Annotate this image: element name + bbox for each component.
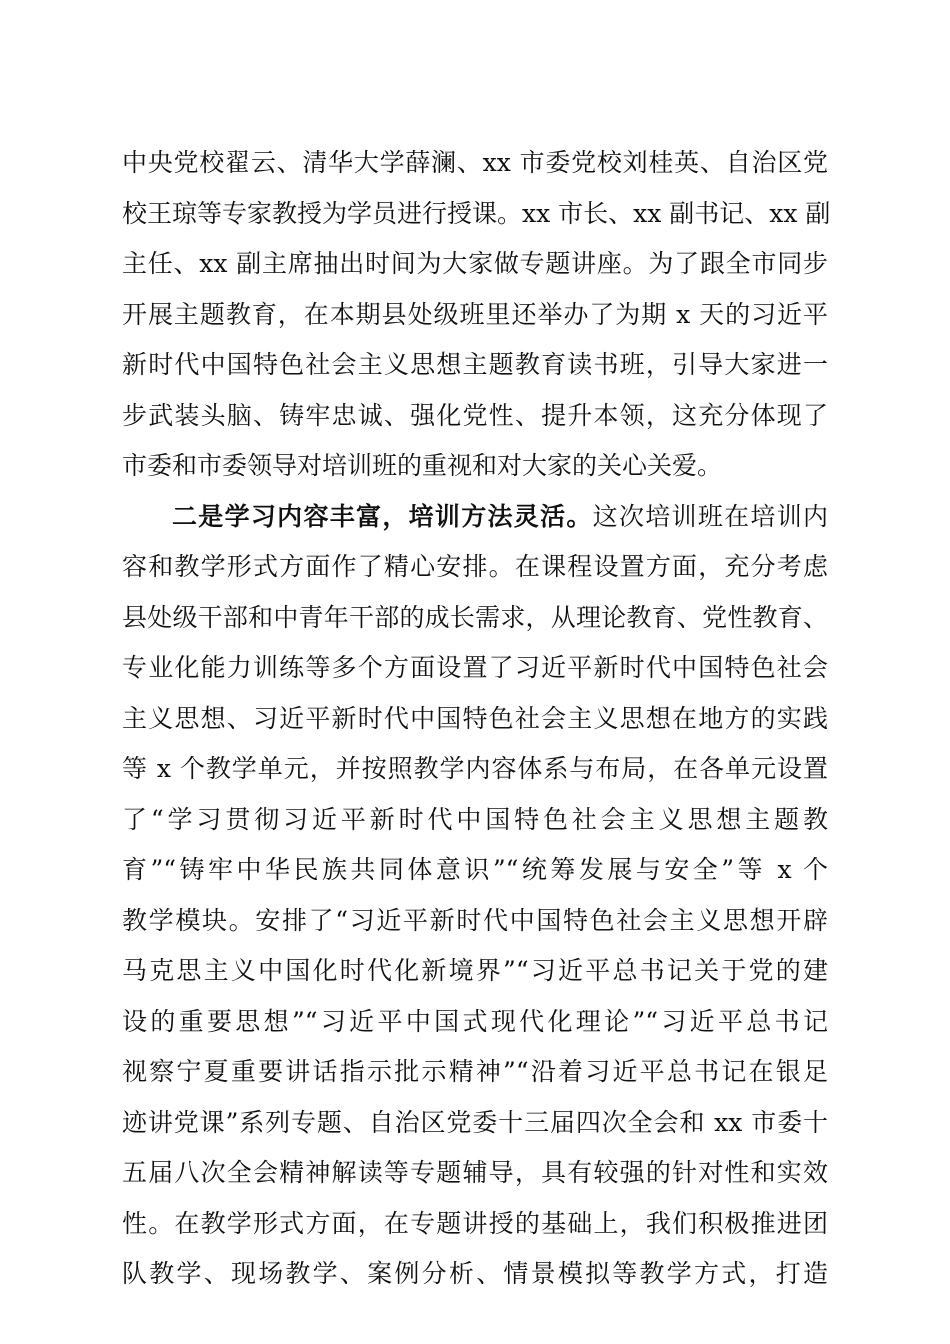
text-line: 主任、xx 副主席抽出时间为大家做专题讲座。为了跟全市同步 <box>122 249 828 278</box>
paragraph-1 <box>122 138 831 492</box>
text-line: 主义思想、习近平新时代中国特色社会主义思想在地方的实践 <box>122 703 828 733</box>
text-line: 迹讲党课”系列专题、自治区党委十三届四次全会和 xx 市委十 <box>122 1107 828 1137</box>
text-line-rest: 这次培训班在培训内 <box>592 501 828 531</box>
text-line-first <box>122 492 828 543</box>
text-line: 视察宁夏重要讲话指示批示精神”“沿着习近平总书记在银足 <box>122 1057 828 1086</box>
text-line: 设的重要思想”“习近平中国式现代化理论”“习近平总书记 <box>122 1006 828 1036</box>
text-line: 开展主题教育，在本期县处级班里还举办了为期 x 天的习近平 <box>122 299 828 329</box>
text-line: 教学模块。安排了“习近平新时代中国特色社会主义思想开辟 <box>122 905 828 935</box>
text-line: 市委和市委领导对培训班的重视和对大家的关心关爱。 <box>122 451 723 480</box>
text-line: 性。在教学形式方面，在专题讲授的基础上，我们积极推进团 <box>122 1208 828 1238</box>
text-line: 队教学、现场教学、案例分析、情景模拟等教学方式，打造 <box>122 1259 828 1288</box>
text-line: 专业化能力训练等多个方面设置了习近平新时代中国特色社会 <box>122 653 828 682</box>
text-line: 等 x 个教学单元，并按照教学内容体系与布局，在各单元设置 <box>122 754 828 783</box>
text-line: 马克思主义中国化时代化新境界”“习近平总书记关于党的建 <box>122 956 828 985</box>
text-line: 五届八次全会精神解读等专题辅导，具有较强的针对性和实效 <box>122 1158 828 1187</box>
text-line: 了“学习贯彻习近平新时代中国特色社会主义思想主题教 <box>122 804 828 834</box>
text-line: 县处级干部和中青年干部的成长需求，从理论教育、党性教育、 <box>122 602 828 632</box>
body-text <box>122 138 831 1300</box>
paragraph-lead-heading: 二是学习内容丰富，培训方法灵活。 <box>172 501 593 531</box>
paragraph-2 <box>122 492 828 1300</box>
text-line: 中央党校翟云、清华大学薛澜、xx 市委党校刘桂英、自治区党 <box>122 148 828 177</box>
text-line: 步武装头脑、铸牢忠诚、强化党性、提升本领，这充分体现了 <box>122 400 828 430</box>
text-line: 容和教学形式方面作了精心安排。在课程设置方面，充分考虑 <box>122 552 828 581</box>
text-line: 校王琼等专家教授为学员进行授课。xx 市长、xx 副书记、xx 副 <box>122 198 831 228</box>
text-line: 育”“铸牢中华民族共同体意识”“统筹发展与安全”等 x 个 <box>122 855 828 884</box>
text-line: 新时代中国特色社会主义思想主题教育读书班，引导大家进一 <box>122 350 828 379</box>
